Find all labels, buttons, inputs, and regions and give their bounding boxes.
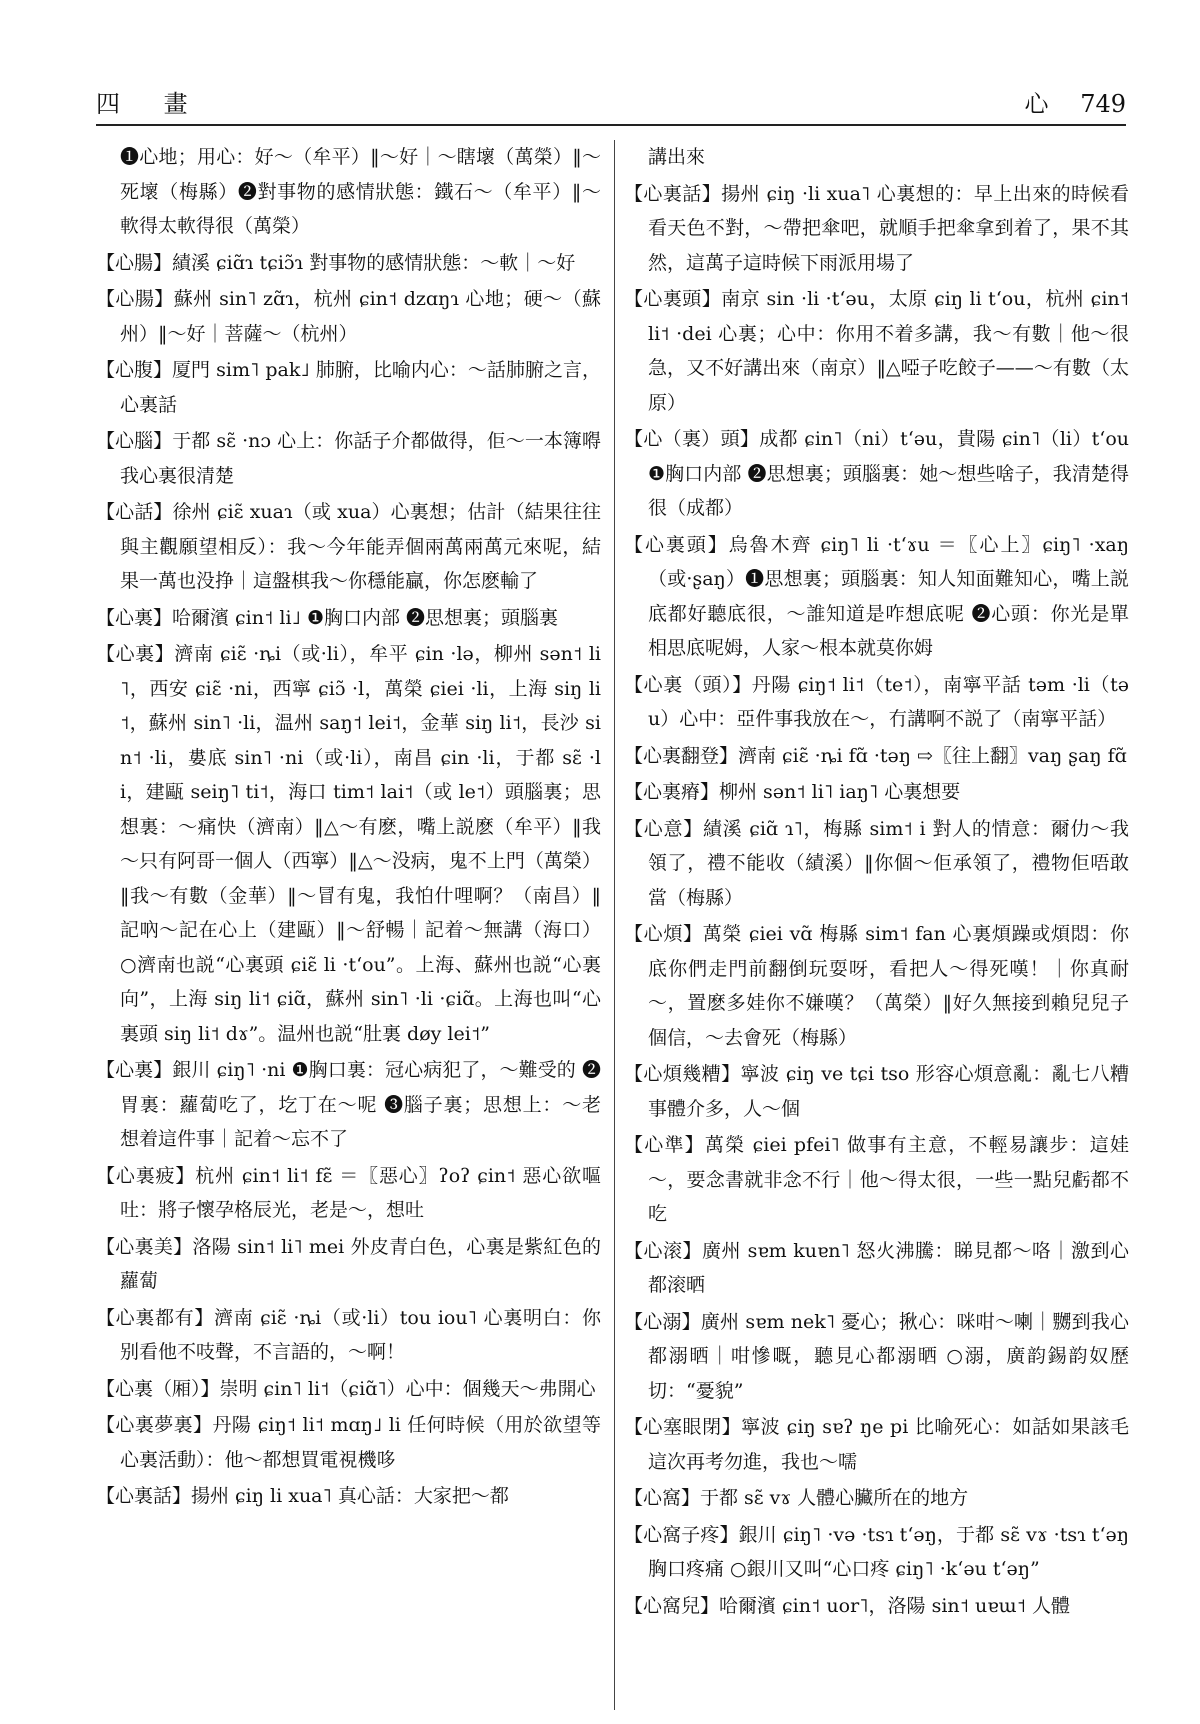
page-header [96,78,1126,120]
dictionary-entry: 【心裏都有】濟南 ɕiɛ̃ ·ȵi（或·li）tou iou˥ 心裏明白：你别看他不吱聲，不言語的，～啊！ [96,1306,601,1363]
dictionary-entry: 【心裏夢裏】丹陽 ɕiŋ˦ li˦ mɑŋ˩ li 任何時候（用於欲望等心裏活動）：他～都想買電視機哆 [96,1414,601,1471]
dictionary-entry: 【心（裏）頭】成都 ɕin˥（ni）tʻəu，貴陽 ɕin˥（li）tʻou ❶胸口内部 ❷思想裏；頭腦裏：她～想些啥子，我清楚得很（成都） [624,428,1129,519]
dictionary-entry: 【心窩】于都 sɛ̃ vɤ 人體心臟所在的地方 [624,1487,969,1509]
dictionary-entry: 【心準】萬榮 ɕiei pfei˥ 做事有主意，不輕易讓步：這娃～，要念書就非念不行｜他～得太很，一些一點兒虧都不吃 [624,1134,1129,1225]
dictionary-entry: 【心裏頭】烏魯木齊 ɕiŋ˥ li ·tʻɤu ＝〖心上〗ɕiŋ˥ ·xaŋ（或·ʂaŋ）❶思想裏；頭腦裏：知人知面難知心，嘴上説底都好聽底很，～誰知道是咋想底呢 ❷心頭：你光是單相思底呢姆，人家～根本就莫你姆 [624,533,1129,659]
dictionary-entry: 【心滚】廣州 sɐm kuɐn˥ 怒火沸騰：睇見都～咯｜激到心都滚晒 [624,1239,1129,1296]
dictionary-entry: 【心裏】銀川 ɕiŋ˥ ·ni ❶胸口裏：冠心病犯了，～難受的 ❷胃裏：蘿蔔吃了，圪丁在～呢 ❸腦子裏；思想上：～老想着這件事｜記着～忘不了 [96,1059,601,1150]
header-rule [96,124,1126,126]
dictionary-entry: 【心裏（厢）】崇明 ɕin˥ li˦（ɕiɑ̃˥）心中：個幾天～弗開心 [96,1377,596,1400]
dictionary-entry: 【心溺】廣州 sɐm nek˥ 憂心；揪心：咪咁～喇｜嬲到我心都溺晒｜咁慘嘅，聽見心都溺晒 ○溺，廣韵錫韵奴歷切：“憂貌” [624,1310,1129,1402]
dictionary-entry: 【心裏話】揚州 ɕiŋ li xua˥ 真心話：大家把～都 [96,1485,509,1507]
dictionary-entry: 【心裏美】洛陽 sin˦ li˥ mei 外皮青白色，心裏是紫紅色的蘿蔔 [96,1235,601,1292]
right-column [624,140,1129,1710]
dictionary-entry: 【心話】徐州 ɕiɛ̃ xuaɿ（或 xua）心裏想；估計（結果往往與主觀願望相反）：我～今年能弄個兩萬兩萬元來呢，結果一萬也没挣｜這盤棋我～你穩能贏，你怎麽輸了 [96,501,601,592]
radical-char: 心 [1024,90,1049,118]
dictionary-entry: 【心裏】濟南 ɕiɛ̃ ·ȵi（或·li），牟平 ɕin ·lə，柳州 sən˦ li˥，西安 ɕiɛ̃ ·ni，西寧 ɕiɔ̃ ·l，萬榮 ɕiei ·li，上海 siŋ li˦，蘇州 sin˥ ·li，温州 saŋ˦ lei˦，金華 siŋ li˦，長沙 sin˦ ·li，婁底 sin˥ ·ni（或·li），南昌 ɕin ·li，于都 sɛ̃ ·li，建甌 seiŋ˥ ti˦，海口 tim˦ lai˦（或 le˦）頭腦裏；思想裏：～痛快（濟南）‖△～有麽，嘴上説麽（牟平）‖我～只有阿哥一個人（西寧）‖△～没病，鬼不上門（萬榮）‖我～有數（金華）‖～冒有鬼，我怕什哩啊？（南昌）‖記吶～記在心上（建甌）‖～舒暢｜記着～無講（海口）○濟南也説“心裏頭 ɕiɛ̃ li ·tʻou”。上海、蘇州也説“心裏向”，上海 siŋ li˦ ɕiɑ̃，蘇州 sin˥ ·li ·ɕiɑ̃。上海也叫“心裏頭 siŋ li˦ dɤ”。温州也説“肚裏 døy lei˦” [96,643,601,1045]
dictionary-entry: 【心腸】蘇州 sin˥ zɑ̃ɿ，杭州 ɕin˦ dzɑŋɿ 心地；硬～（蘇州）‖～好｜菩薩～（杭州） [96,288,601,345]
dictionary-entry: ❶心地；用心：好～（牟平）‖～好｜～瞎壞（萬榮）‖～死壞（梅縣）❷對事物的感情狀態：鐵石～（牟平）‖～軟得太軟得很（萬榮） [120,146,601,237]
dictionary-entry: 【心腸】績溪 ɕiɑ̃ɿ tɕiɔ̃ɿ 對事物的感情狀態：～軟｜～好 [96,251,576,274]
dictionary-entry: 【心窩子疼】銀川 ɕiŋ˥ ·və ·tsɿ tʻəŋ，于都 sɛ̃ vɤ ·tsɿ tʻəŋ 胸口疼痛 ○銀川又叫“心口疼 ɕiŋ˥ ·kʻəu tʻəŋ” [624,1523,1129,1580]
dictionary-entry: 【心裏頭】南京 sin ·li ·tʻəu，太原 ɕiŋ li tʻou，杭州 ɕin˦ li˦ ·dei 心裏；心中：你用不着多講，我～有數｜他～很急，又不好講出來（南京）‖△啞子吃餃子——～有數（太原） [624,288,1129,414]
dictionary-entry: 【心裏疲】杭州 ɕin˦ li˦ fɛ̃ ＝〖惡心〗ʔoʔ ɕin˦ 惡心欲嘔吐：將子懷孕格辰光，老是～，想吐 [96,1164,601,1221]
dictionary-entry: 【心窩兒】哈爾濱 ɕin˦ uor˥，洛陽 sin˦ uɐɯ˦ 人體 [624,1594,1071,1617]
dictionary-entry: 【心意】績溪 ɕiɑ̃ ɿ˥，梅縣 sim˦ i 對人的情意：爾仂～我領了，禮不能收（績溪）‖你個～佢承領了，禮物佢唔敢當（梅縣） [624,817,1129,909]
header-right [1001,84,1126,119]
left-column [96,140,601,1710]
dictionary-entry: 講出來 [648,146,706,168]
dictionary-entry: 【心裏（頭）】丹陽 ɕiŋ˦ li˦（te˦），南寧平話 təm ·li（təu）心中：亞件事我放在～，冇講啊不説了（南寧平話） [624,673,1129,730]
dictionary-entry: 【心裏】哈爾濱 ɕin˦ li˩ ❶胸口内部 ❷思想裏；頭腦裏 [96,606,559,629]
dictionary-entry: 【心腹】厦門 sim˥ pak˩ 肺腑，比喻内心：～話肺腑之言，心裏話 [96,359,601,416]
dictionary-entry: 【心煩幾糟】寧波 ɕiŋ ve tɕi tso 形容心煩意亂：亂七八糟事體介多，人～個 [624,1063,1129,1120]
section-title: 四 畫 [96,90,206,118]
dictionary-entry: 【心裏話】揚州 ɕiŋ ·li xua˥ 心裏想的：早上出來的時候看看天色不對，～帶把傘吧，就順手把傘拿到着了，果不其然，這萬子這時候下雨派用場了 [624,182,1129,274]
dictionary-entry: 【心裏瘠】柳州 sən˦ li˥ iaŋ˥ 心裏想要 [624,781,961,803]
dictionary-entry: 【心腦】于都 sɛ̃ ·nɔ 心上：你話子介都做得，佢～一本簿嘚我心裏很清楚 [96,430,601,487]
dictionary-entry: 【心塞眼閉】寧波 ɕiŋ sɐʔ ŋe pi 比喻死心：如話如果該毛這次再考勿進，我也～嚅 [624,1416,1129,1473]
dictionary-entry: 【心裏翻登】濟南 ɕiɛ̃ ·ȵi fɑ̃ ·təŋ ⇨〖往上翻〗vaŋ ʂaŋ fɑ̃ [624,744,1127,767]
page-number: 749 [1080,90,1126,118]
column-divider [614,140,615,1710]
dictionary-entry: 【心煩】萬榮 ɕiei vɑ̃ 梅縣 sim˦ fan 心裏煩躁或煩悶：你底你們走門前翻倒玩耍呀，看把人～得死嘆！｜你真耐～，置麽多娃你不嫌嘆？（萬榮）‖好久無接到賴兒兒子個信，～去會死（梅縣） [624,923,1129,1049]
